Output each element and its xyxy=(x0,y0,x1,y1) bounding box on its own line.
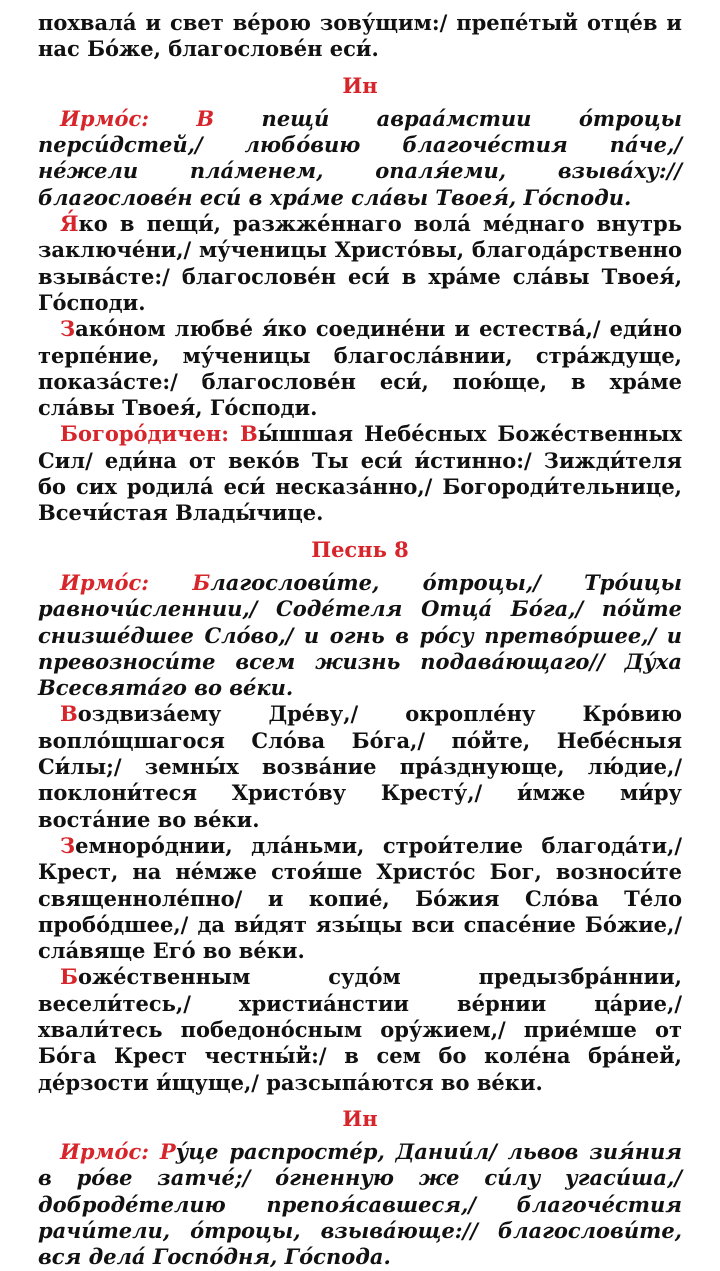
drop-letter: З xyxy=(60,832,76,858)
drop-letter: Б xyxy=(60,964,78,990)
paragraph-text: ко в пещи́, разжже́ннаго вола́ ме́днаго внутрь заключе́ни,/ му́ченицы Христо́вы, благода́рственно взыва́сте:/ благослове́н еси́ в хра́ме сла́вы Твоея́, Го́споди. xyxy=(38,211,682,315)
drop-letter: Я́ xyxy=(60,211,79,237)
paragraph-text: ы́шшая Небе́сных Боже́ственных Сил/ еди́на от веко́в Ты еси́ и́стинно:/ Зижди́теля бо сих родила́ еси́ несказа́нно,/ Богороди́тельнице, Всечи́стая Влады́чице. xyxy=(38,421,682,526)
paragraph-text: емноро́днии, дла́ньми, строи́телие благода́ти,/ Крест, на не́мже стоя́ше Христо́с Бог, возноси́те священноле́пно/ и копие́, Бо́жия Сло́ва Те́ло пробо́дшее,/ да ви́дят язы́цы вси спасе́ние Бо́жие,/ сла́вяще Его́ во ве́ки. xyxy=(38,832,682,964)
theotokion-label: Богоро́дичен: xyxy=(60,421,240,447)
paragraph-text: оже́ственным судо́м предызбра́ннии, весели́тесь,/ христиа́нстии ве́рнии ца́рие,/ хвали́тесь победоно́сным ору́жием,/ прие́мше от Бо́га Крест честны́й:/ в сем бо коле́на бра́ней, де́рзости и́щуще,/ разсыпа́ются во ве́ки. xyxy=(38,964,682,1095)
paragraph-text: ако́ном любве́ я́ко соедине́ни и естества́,/ еди́но терпе́ние, му́ченицы благосла́внии, стра́ждуще, показа́сте:/ благослове́н еси́, пою́ще, в хра́ме сла́вы Твоея́, Го́споди. xyxy=(38,316,682,421)
troparion-paragraph xyxy=(38,211,682,316)
irmos-paragraph xyxy=(38,570,682,701)
drop-letter: Р xyxy=(159,1139,176,1165)
paragraph-text: пещи́ авраа́мстии о́троцы перси́дстей,/ любо́вию благоче́стия па́че,/ не́жели пла́менем, опаля́еми, взыва́ху:// благослове́н еси́ в хра́ме сла́вы Твоея́, Го́споди. xyxy=(38,105,682,210)
troparion-paragraph xyxy=(38,833,682,964)
troparion-paragraph xyxy=(38,701,682,832)
irmos-label: Ирмо́с: xyxy=(60,1139,160,1165)
irmos-label: Ирмо́с: xyxy=(60,569,193,595)
theotokion-paragraph xyxy=(38,421,682,526)
drop-letter: В xyxy=(239,421,258,447)
paragraph-text: оздвиза́ему Дре́ву,/ окропле́ну Кро́вию вопло́щшагося Сло́ва Бо́га,/ по́йте, Небе́сныя Си́лы;/ земны́х возва́ние пра́зднующе, лю́дие,/ поклони́теся Христо́ву Кресту́,/ и́мже ми́ру воста́ние во ве́ки. xyxy=(38,701,682,832)
paragraph-text: лагослови́те, о́троцы,/ Тро́ицы равночи́сленнии,/ Соде́теля Отца́ Бо́га,/ по́йте снизше́дшее Сло́во,/ и огнь в ро́су претво́ршее,/ и превозноси́те всем жизнь подава́ющаго// Ду́ха Всесвята́го во ве́ки. xyxy=(38,569,682,701)
section-heading-in: Ин xyxy=(342,1105,378,1131)
drop-letter: Б xyxy=(192,569,211,595)
troparion-paragraph xyxy=(38,316,682,421)
drop-letter: В xyxy=(60,701,78,727)
section-heading-in: Ин xyxy=(342,72,378,98)
irmos-paragraph xyxy=(38,106,682,211)
paragraph-text: у́це распросте́р, Дании́л/ львов зия́ния в ро́ве затче́;/ о́гненную же си́лу угаси́ша,/ доброде́телию препоя́савшеся,/ благоче́стия рачи́тели, о́троцы, взыва́юще:// благослови́те, вся дела́ Госпо́дня, Го́спода. xyxy=(38,1139,682,1270)
drop-letter: З xyxy=(60,316,76,342)
paragraph-intro xyxy=(38,10,682,63)
section-heading-ode-8: Песнь 8 xyxy=(311,536,409,562)
irmos-paragraph xyxy=(38,1139,682,1270)
paragraph-text: похвала́ и свет ве́рою зову́щим:/ препе́тый отце́в и нас Бо́же, благослове́н еси́. xyxy=(38,10,682,62)
troparion-paragraph xyxy=(38,964,682,1095)
irmos-label: Ирмо́с: xyxy=(60,105,197,131)
drop-letter: В xyxy=(196,105,215,131)
